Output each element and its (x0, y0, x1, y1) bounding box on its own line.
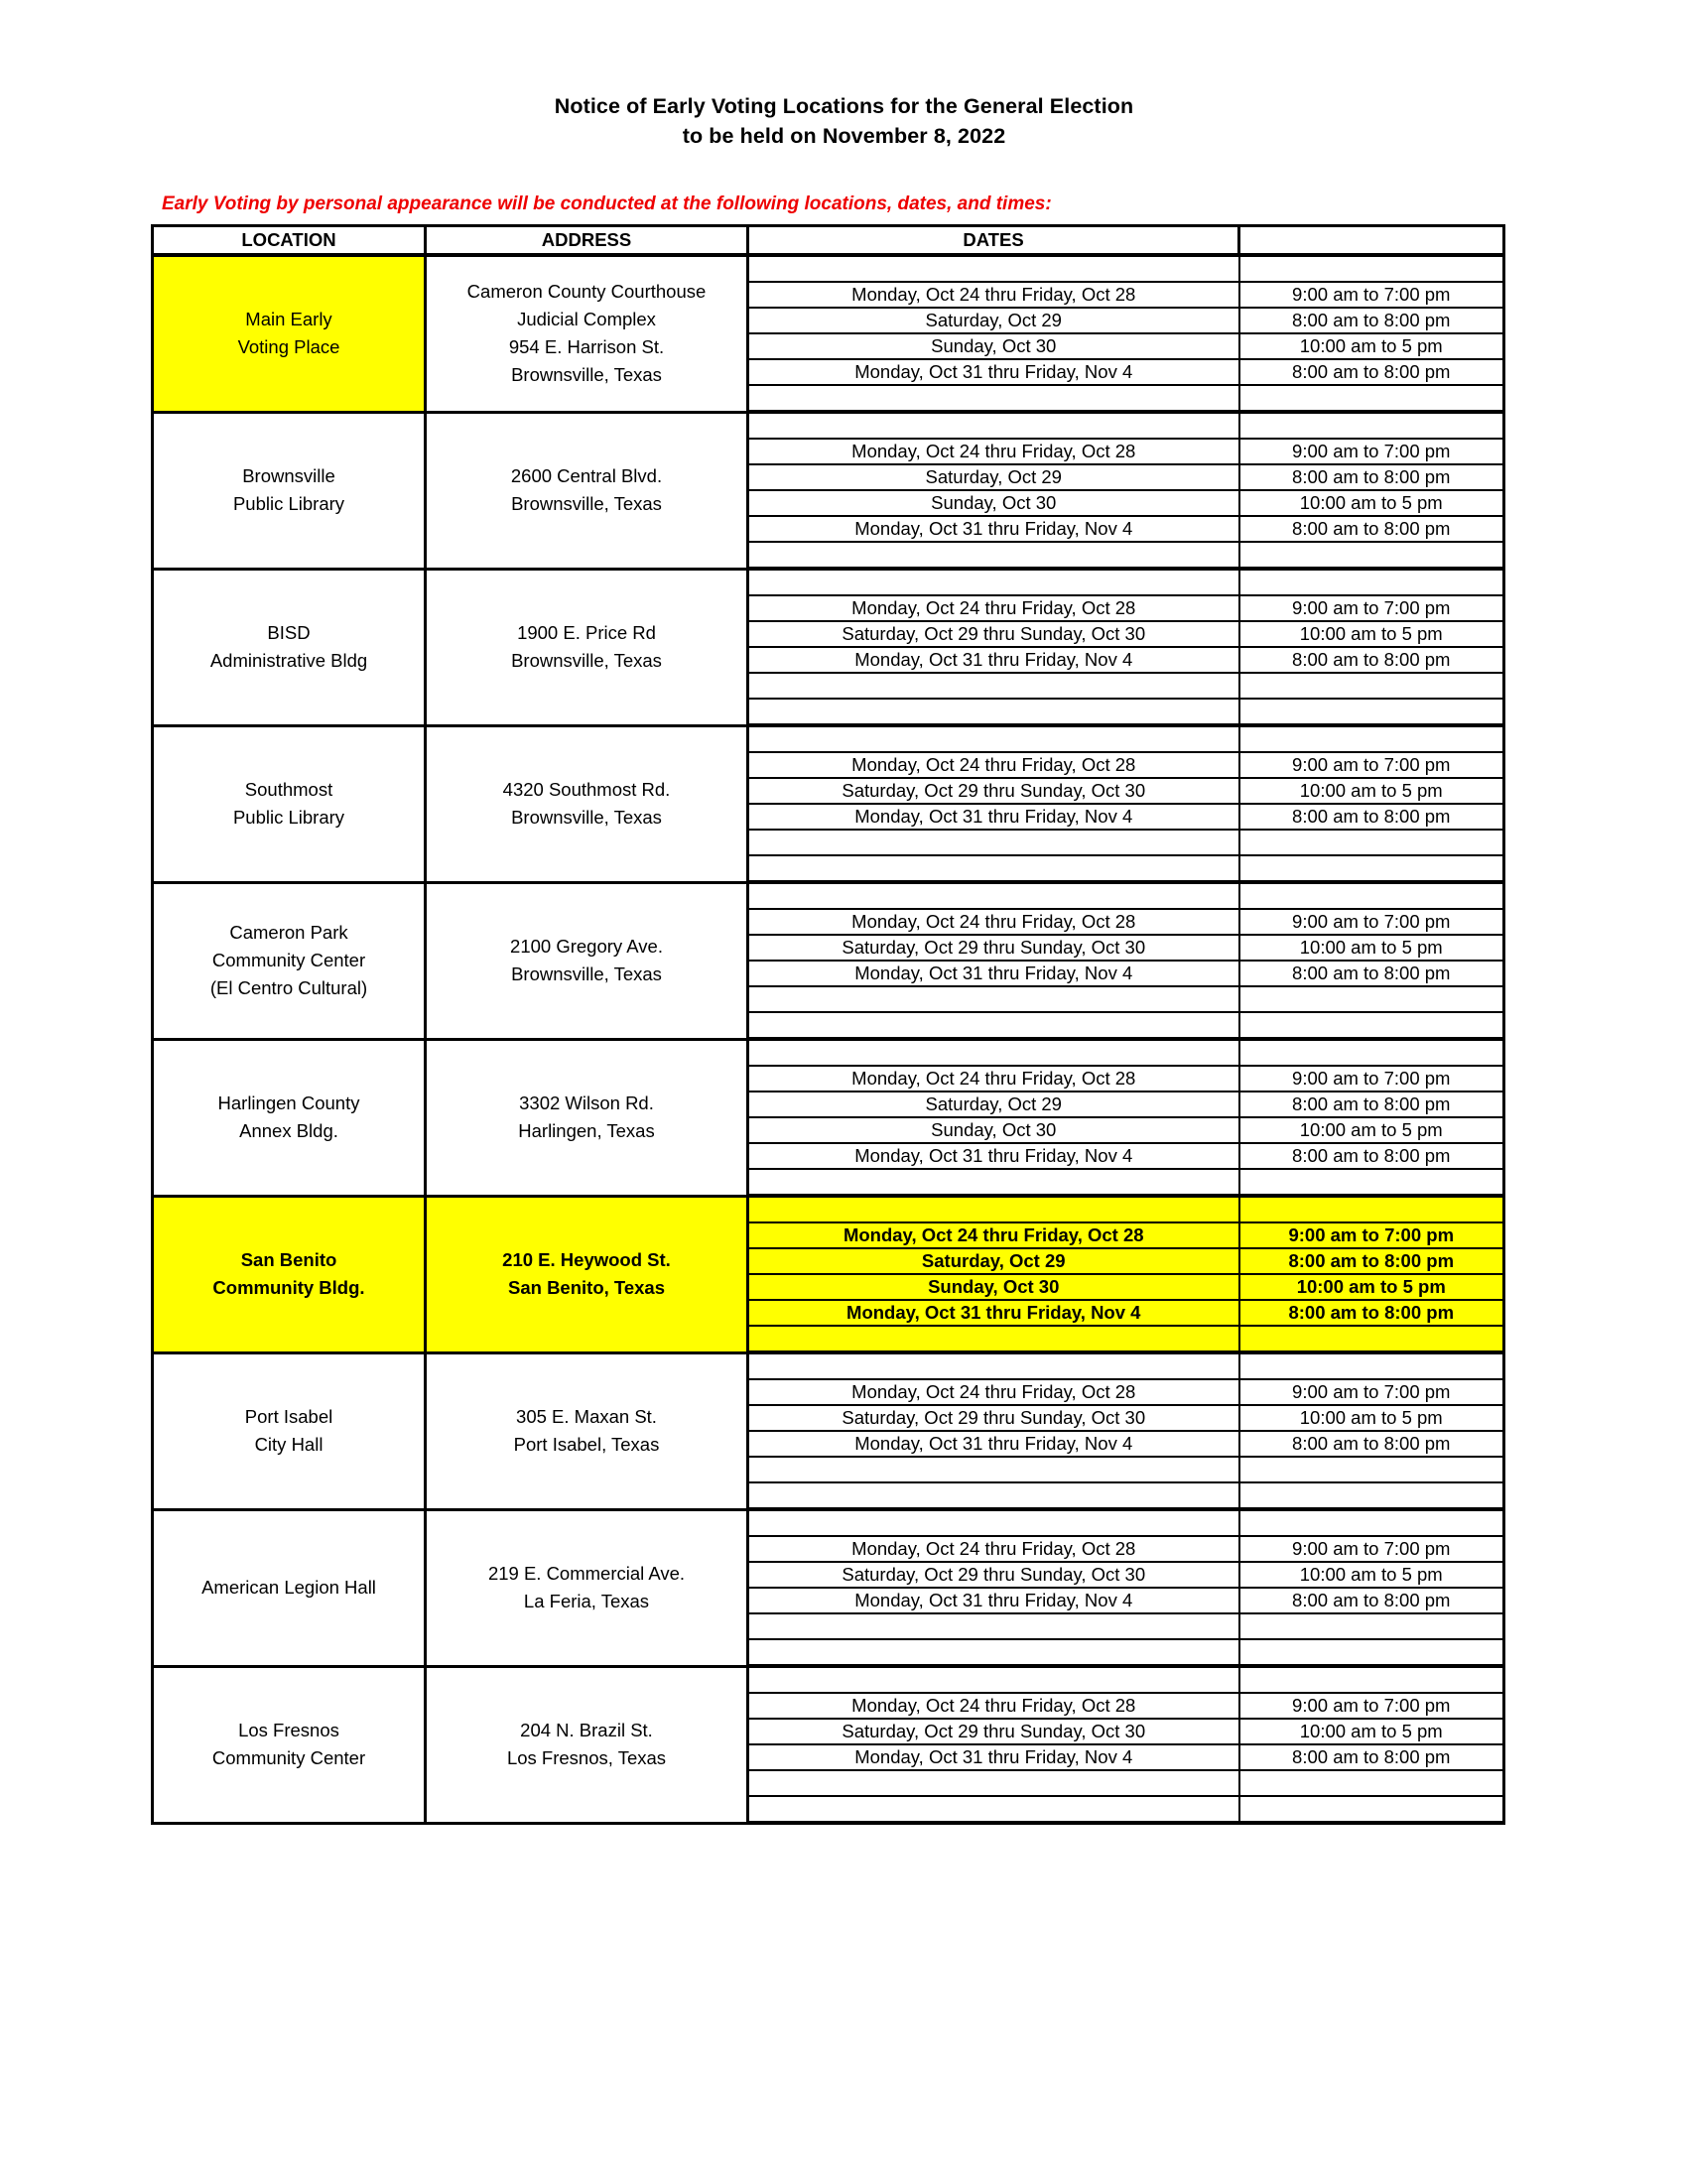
cell-dates-empty (748, 1012, 1239, 1039)
table-row (153, 569, 1504, 595)
cell-dates: Monday, Oct 24 thru Friday, Oct 28 (748, 1693, 1239, 1719)
cell-dates-empty (748, 855, 1239, 882)
location-line: Community Bldg. (212, 1277, 365, 1298)
cell-location (153, 1352, 426, 1509)
cell-dates-empty (748, 542, 1239, 569)
cell-dates: Monday, Oct 24 thru Friday, Oct 28 (748, 909, 1239, 935)
cell-times: 8:00 am to 8:00 pm (1239, 464, 1504, 490)
cell-dates: Saturday, Oct 29 thru Sunday, Oct 30 (748, 935, 1239, 961)
cell-times: 8:00 am to 8:00 pm (1239, 961, 1504, 986)
cell-times-empty (1239, 830, 1504, 855)
cell-dates-empty (748, 1039, 1239, 1066)
location-line: Community Center (211, 1747, 366, 1768)
cell-times-empty (1239, 1639, 1504, 1666)
cell-dates-empty (748, 699, 1239, 725)
location-line: BISD (267, 622, 311, 643)
cell-location (153, 1666, 426, 1823)
title-line-2: to be held on November 8, 2022 (682, 124, 1006, 148)
table-row (153, 725, 1504, 752)
cell-dates: Sunday, Oct 30 (748, 1117, 1239, 1143)
cell-dates: Sunday, Oct 30 (748, 333, 1239, 359)
cell-times: 9:00 am to 7:00 pm (1239, 1066, 1504, 1092)
cell-dates-empty (748, 1352, 1239, 1379)
address-line: Brownsville, Texas (511, 364, 662, 386)
cell-dates-empty (748, 1482, 1239, 1509)
cell-dates: Sunday, Oct 30 (748, 490, 1239, 516)
address-line: Cameron County Courthouse (466, 281, 707, 303)
cell-times-empty (1239, 1482, 1504, 1509)
cell-location (153, 725, 426, 882)
cell-dates: Monday, Oct 24 thru Friday, Oct 28 (748, 752, 1239, 778)
location-line: Public Library (232, 807, 345, 828)
cell-times: 9:00 am to 7:00 pm (1239, 1222, 1504, 1248)
cell-times: 9:00 am to 7:00 pm (1239, 1536, 1504, 1562)
cell-times: 9:00 am to 7:00 pm (1239, 909, 1504, 935)
cell-times: 8:00 am to 8:00 pm (1239, 516, 1504, 542)
table-row (153, 1666, 1504, 1693)
address-line: Judicial Complex (517, 309, 656, 330)
location-line: Harlingen County (217, 1092, 360, 1113)
cell-times: 8:00 am to 8:00 pm (1239, 1588, 1504, 1613)
cell-dates: Saturday, Oct 29 thru Sunday, Oct 30 (748, 621, 1239, 647)
address-line: 305 E. Maxan St. (516, 1406, 657, 1427)
cell-dates-empty (748, 725, 1239, 752)
cell-times-empty (1239, 1326, 1504, 1352)
cell-location (153, 1196, 426, 1352)
cell-times: 10:00 am to 5 pm (1239, 1562, 1504, 1588)
location-line: City Hall (254, 1434, 324, 1455)
early-voting-notice: Early Voting by personal appearance will be conducted at the following locations, dates, and times: (162, 193, 1052, 214)
cell-times-empty (1239, 569, 1504, 595)
table-row (153, 412, 1504, 439)
cell-dates-empty (748, 569, 1239, 595)
header-times (1239, 226, 1504, 256)
cell-times: 10:00 am to 5 pm (1239, 333, 1504, 359)
cell-dates: Saturday, Oct 29 thru Sunday, Oct 30 (748, 1405, 1239, 1431)
location-line: San Benito (240, 1249, 337, 1270)
cell-dates: Saturday, Oct 29 (748, 308, 1239, 333)
cell-location (153, 412, 426, 569)
cell-times: 9:00 am to 7:00 pm (1239, 1693, 1504, 1719)
cell-times-empty (1239, 1509, 1504, 1536)
location-line: Administrative Bldg (209, 650, 368, 671)
address-line: 219 E. Commercial Ave. (487, 1563, 686, 1584)
address-line: Harlingen, Texas (518, 1120, 655, 1141)
cell-dates: Monday, Oct 31 thru Friday, Nov 4 (748, 1300, 1239, 1326)
header-address: ADDRESS (426, 226, 748, 256)
address-line: 210 E. Heywood St. (502, 1249, 671, 1270)
cell-location (153, 569, 426, 725)
document-title (0, 0, 1688, 151)
address-line: 204 N. Brazil St. (520, 1720, 653, 1740)
cell-dates-empty (748, 255, 1239, 282)
location-line: Southmost (244, 779, 333, 800)
cell-address (426, 1509, 748, 1666)
cell-dates-empty (748, 1639, 1239, 1666)
address-line: Port Isabel, Texas (513, 1434, 660, 1455)
table-header-row (153, 226, 1504, 256)
cell-times: 9:00 am to 7:00 pm (1239, 439, 1504, 464)
cell-times-empty (1239, 1169, 1504, 1196)
table-row (153, 1039, 1504, 1066)
cell-dates-empty (748, 1196, 1239, 1222)
cell-dates: Monday, Oct 24 thru Friday, Oct 28 (748, 595, 1239, 621)
cell-dates: Saturday, Oct 29 (748, 1248, 1239, 1274)
cell-dates: Saturday, Oct 29 thru Sunday, Oct 30 (748, 1562, 1239, 1588)
cell-dates-empty (748, 673, 1239, 699)
title-line-1: Notice of Early Voting Locations for the General Election (554, 94, 1134, 118)
cell-times: 10:00 am to 5 pm (1239, 935, 1504, 961)
cell-dates: Saturday, Oct 29 thru Sunday, Oct 30 (748, 778, 1239, 804)
cell-address (426, 1196, 748, 1352)
cell-dates: Sunday, Oct 30 (748, 1274, 1239, 1300)
table-row (153, 1509, 1504, 1536)
cell-times: 8:00 am to 8:00 pm (1239, 1092, 1504, 1117)
cell-location (153, 1039, 426, 1196)
cell-dates: Monday, Oct 24 thru Friday, Oct 28 (748, 282, 1239, 308)
cell-times: 8:00 am to 8:00 pm (1239, 1431, 1504, 1457)
cell-dates: Monday, Oct 31 thru Friday, Nov 4 (748, 1588, 1239, 1613)
cell-times-empty (1239, 1039, 1504, 1066)
address-line: 954 E. Harrison St. (508, 336, 665, 358)
cell-times-empty (1239, 986, 1504, 1012)
cell-times-empty (1239, 1457, 1504, 1482)
voting-locations-table (151, 224, 1505, 1825)
cell-dates-empty (748, 1770, 1239, 1796)
cell-dates: Monday, Oct 24 thru Friday, Oct 28 (748, 1222, 1239, 1248)
cell-times-empty (1239, 542, 1504, 569)
cell-dates: Monday, Oct 31 thru Friday, Nov 4 (748, 359, 1239, 385)
cell-dates: Monday, Oct 24 thru Friday, Oct 28 (748, 1536, 1239, 1562)
header-location: LOCATION (153, 226, 426, 256)
cell-dates: Saturday, Oct 29 (748, 1092, 1239, 1117)
cell-times: 10:00 am to 5 pm (1239, 778, 1504, 804)
address-line: La Feria, Texas (523, 1591, 650, 1611)
cell-address (426, 882, 748, 1039)
voting-locations-table-wrap (0, 224, 1688, 1825)
table-row (153, 1352, 1504, 1379)
cell-times: 10:00 am to 5 pm (1239, 1719, 1504, 1744)
cell-dates-empty (748, 385, 1239, 412)
cell-times-empty (1239, 673, 1504, 699)
address-line: 2100 Gregory Ave. (510, 936, 663, 957)
cell-dates: Monday, Oct 24 thru Friday, Oct 28 (748, 439, 1239, 464)
cell-dates-empty (748, 1666, 1239, 1693)
location-line: American Legion Hall (201, 1577, 376, 1598)
location-line: Annex Bldg. (239, 1120, 338, 1141)
cell-times: 8:00 am to 8:00 pm (1239, 1744, 1504, 1770)
cell-dates: Saturday, Oct 29 thru Sunday, Oct 30 (748, 1719, 1239, 1744)
cell-dates: Monday, Oct 31 thru Friday, Nov 4 (748, 1143, 1239, 1169)
cell-times: 10:00 am to 5 pm (1239, 621, 1504, 647)
cell-address (426, 1352, 748, 1509)
cell-address (426, 1666, 748, 1823)
cell-times-empty (1239, 1770, 1504, 1796)
cell-dates-empty (748, 830, 1239, 855)
cell-times-empty (1239, 882, 1504, 909)
location-line: Community Center (211, 950, 366, 970)
cell-dates: Monday, Oct 24 thru Friday, Oct 28 (748, 1379, 1239, 1405)
cell-dates: Monday, Oct 31 thru Friday, Nov 4 (748, 516, 1239, 542)
location-line: Voting Place (237, 336, 340, 358)
cell-times-empty (1239, 1613, 1504, 1639)
address-line: 2600 Central Blvd. (510, 465, 663, 486)
cell-dates-empty (748, 412, 1239, 439)
cell-times: 10:00 am to 5 pm (1239, 1117, 1504, 1143)
cell-times: 9:00 am to 7:00 pm (1239, 282, 1504, 308)
cell-times-empty (1239, 725, 1504, 752)
address-line: 4320 Southmost Rd. (502, 779, 671, 800)
cell-times-empty (1239, 1796, 1504, 1823)
address-line: Brownsville, Texas (511, 964, 662, 984)
location-line: Port Isabel (244, 1406, 333, 1427)
cell-dates-empty (748, 882, 1239, 909)
address-line: Brownsville, Texas (511, 650, 662, 671)
cell-address (426, 1039, 748, 1196)
table-row (153, 882, 1504, 909)
cell-times: 9:00 am to 7:00 pm (1239, 595, 1504, 621)
cell-address (426, 255, 748, 412)
cell-dates-empty (748, 1326, 1239, 1352)
cell-location (153, 1509, 426, 1666)
cell-times: 8:00 am to 8:00 pm (1239, 1248, 1504, 1274)
cell-times: 8:00 am to 8:00 pm (1239, 1143, 1504, 1169)
address-line: San Benito, Texas (508, 1277, 665, 1298)
cell-location (153, 255, 426, 412)
cell-times-empty (1239, 412, 1504, 439)
cell-dates: Monday, Oct 31 thru Friday, Nov 4 (748, 804, 1239, 830)
location-line: Public Library (232, 493, 345, 514)
cell-dates: Monday, Oct 31 thru Friday, Nov 4 (748, 647, 1239, 673)
location-line: (El Centro Cultural) (209, 977, 368, 998)
cell-dates-empty (748, 1169, 1239, 1196)
cell-times: 10:00 am to 5 pm (1239, 1405, 1504, 1431)
location-line: Main Early (245, 309, 332, 330)
cell-dates-empty (748, 1796, 1239, 1823)
table-row (153, 1196, 1504, 1222)
cell-dates-empty (748, 1613, 1239, 1639)
address-line: Brownsville, Texas (511, 807, 662, 828)
address-line: 1900 E. Price Rd (517, 622, 656, 643)
cell-times-empty (1239, 855, 1504, 882)
cell-times: 8:00 am to 8:00 pm (1239, 308, 1504, 333)
address-line: 3302 Wilson Rd. (519, 1092, 654, 1113)
table-row (153, 255, 1504, 282)
cell-times-empty (1239, 255, 1504, 282)
cell-times: 9:00 am to 7:00 pm (1239, 752, 1504, 778)
cell-times: 9:00 am to 7:00 pm (1239, 1379, 1504, 1405)
cell-dates: Monday, Oct 24 thru Friday, Oct 28 (748, 1066, 1239, 1092)
cell-dates-empty (748, 1509, 1239, 1536)
cell-times-empty (1239, 385, 1504, 412)
cell-times: 10:00 am to 5 pm (1239, 490, 1504, 516)
cell-dates: Saturday, Oct 29 (748, 464, 1239, 490)
cell-dates: Monday, Oct 31 thru Friday, Nov 4 (748, 1744, 1239, 1770)
cell-times-empty (1239, 1352, 1504, 1379)
cell-times-empty (1239, 699, 1504, 725)
cell-times: 8:00 am to 8:00 pm (1239, 647, 1504, 673)
address-line: Los Fresnos, Texas (506, 1747, 667, 1768)
cell-times-empty (1239, 1666, 1504, 1693)
location-line: Los Fresnos (238, 1720, 339, 1740)
header-dates: DATES (748, 226, 1239, 256)
cell-address (426, 569, 748, 725)
cell-times-empty (1239, 1012, 1504, 1039)
cell-times-empty (1239, 1196, 1504, 1222)
location-line: Cameron Park (229, 922, 348, 943)
address-line: Brownsville, Texas (511, 493, 662, 514)
cell-location (153, 882, 426, 1039)
cell-dates: Monday, Oct 31 thru Friday, Nov 4 (748, 1431, 1239, 1457)
cell-times: 8:00 am to 8:00 pm (1239, 359, 1504, 385)
cell-times: 10:00 am to 5 pm (1239, 1274, 1504, 1300)
cell-address (426, 725, 748, 882)
location-line: Brownsville (242, 465, 335, 486)
cell-times: 8:00 am to 8:00 pm (1239, 1300, 1504, 1326)
table-body (153, 255, 1504, 1823)
cell-dates-empty (748, 986, 1239, 1012)
cell-dates-empty (748, 1457, 1239, 1482)
cell-address (426, 412, 748, 569)
cell-times: 8:00 am to 8:00 pm (1239, 804, 1504, 830)
cell-dates: Monday, Oct 31 thru Friday, Nov 4 (748, 961, 1239, 986)
